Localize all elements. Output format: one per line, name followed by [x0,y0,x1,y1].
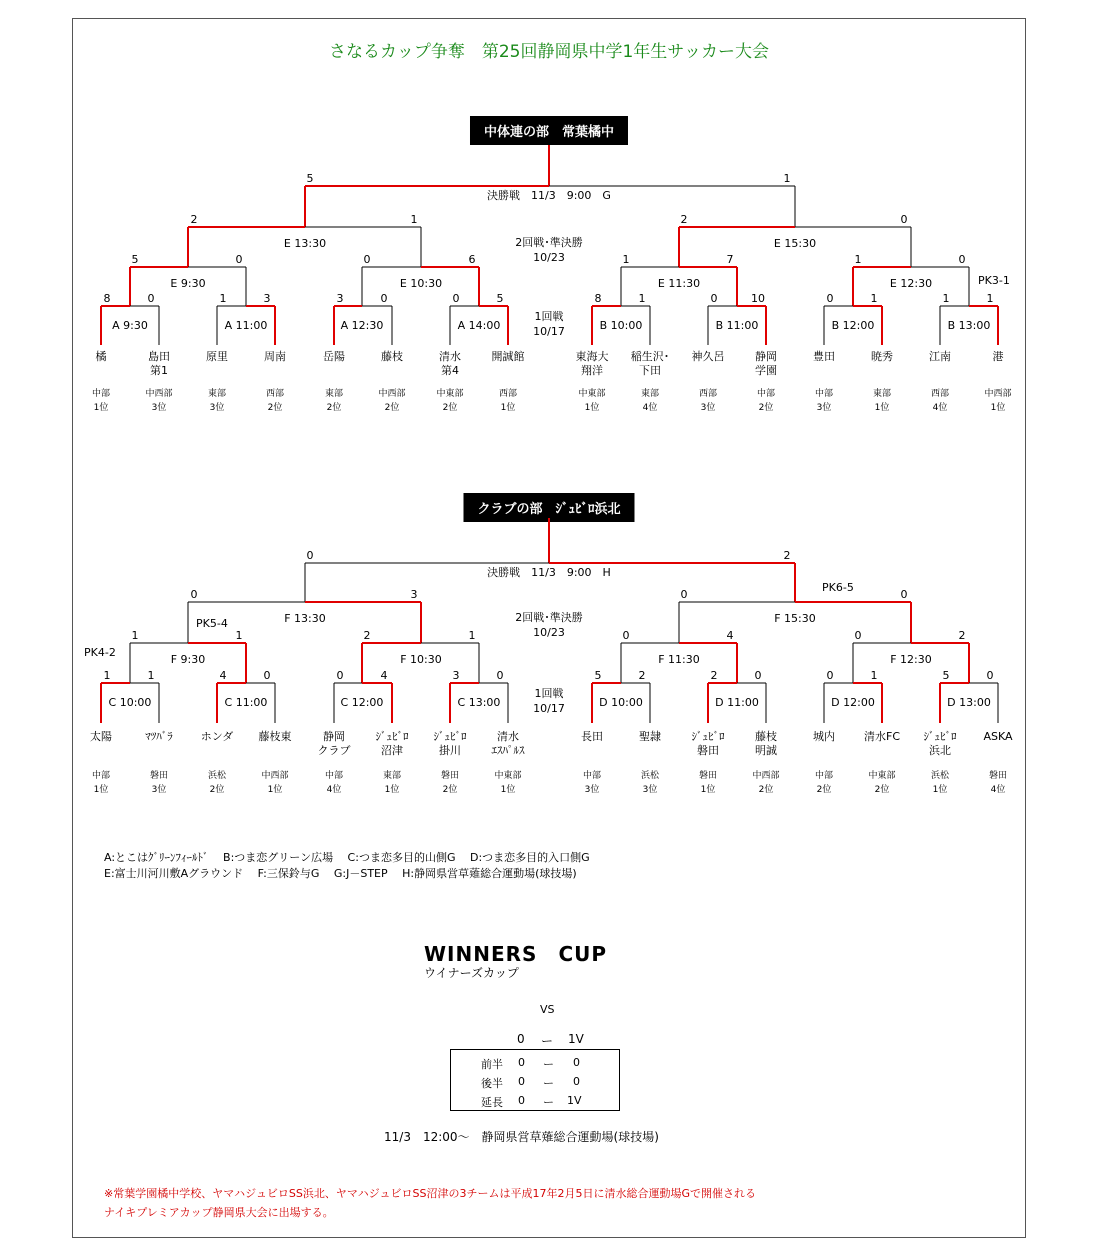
team-name: 静岡 クラブ [317,730,351,757]
team-rank: 2位 [267,403,283,413]
team-name: 聖隷 [639,730,661,743]
team-name: 島田 第1 [148,350,170,377]
final-score-right: 2 [783,549,791,562]
team-rank: 1位 [93,785,109,795]
r2-score: 4 [726,629,734,642]
r2-venue: E 10:30 [399,277,443,290]
semi-score: 1 [410,213,418,226]
team-rank: 1位 [874,403,890,413]
round1-label: 1回戦 [534,687,564,700]
r1-score: 1 [870,292,878,305]
team-region: 東部 [382,771,402,781]
r2-score: 1 [235,629,243,642]
final-label: 決勝戦 11/3 9:00 G [487,189,611,202]
team-rank: 1位 [584,403,600,413]
note-line-1: ※常葉学園橘中学校、ヤマハジュビロSS浜北、ヤマハジュビロSS沼津の3チームは平成17年2月5日に清水総合運動場Gで開催される [104,1187,756,1200]
r1-score: 0 [263,669,271,682]
semi-score: 0 [680,588,688,601]
vs-label: VS [540,1003,555,1016]
semi-score: 2 [190,213,198,226]
r1-score: 0 [754,669,762,682]
venue-legend-line-1: A:とこはｸﾞﾘｰﾝﾌｨｰﾙﾄﾞ B:つま恋グリーン広場 C:つま恋多目的山側G D:つま恋多目的入口側G [104,851,590,864]
period-right: 0 [573,1075,580,1088]
team-name: ｼﾞｭﾋﾞﾛ 沼津 [375,730,409,757]
team-name: 東海大 翔洋 [575,350,609,377]
team-region: 西部 [265,389,285,399]
r1-score: 5 [594,669,602,682]
team-name: 清水FC [863,730,901,743]
r1-score: 2 [710,669,718,682]
team-region: 浜松 [930,771,950,781]
r1-score: 0 [826,292,834,305]
r1-score: 5 [942,669,950,682]
semi-venue: F 13:30 [284,612,326,625]
team-region: 浜松 [640,771,660,781]
final-schedule: 11/3 12:00～ 静岡県営草薙総合運動場(球技場) [384,1130,659,1144]
venue-legend-line-2: E:富士川河川敷Aグラウンド F:三保鈴与G G:J－STEP H:静岡県営草薙総合運動場(球技場) [104,867,577,880]
r1-score: 5 [496,292,504,305]
r2-venue: E 9:30 [170,277,206,290]
r2-score: 2 [363,629,371,642]
r1-score: 1 [103,669,111,682]
final-label: 決勝戦 11/3 9:00 H [487,566,611,579]
r1-venue: B 10:00 [599,319,643,332]
page-title: さなるカップ争奪 第25回静岡県中学1年生サッカー大会 [329,42,769,62]
r1-score: 0 [496,669,504,682]
pk-note: PK4-2 [84,646,116,659]
team-rank: 1位 [93,403,109,413]
winners-cup-title: WINNERS CUP [424,942,608,966]
semi-venue: F 15:30 [774,612,816,625]
r1-venue: A 11:00 [224,319,268,332]
r2-score: 1 [854,253,862,266]
period-left: 0 [518,1056,525,1069]
semi-venue: E 13:30 [283,237,327,250]
r1-venue: D 12:00 [831,696,875,709]
round1-date: 10/17 [533,702,565,715]
team-region: 中西部 [145,389,173,399]
r1-venue: C 11:00 [224,696,268,709]
team-rank: 3位 [151,403,167,413]
team-region: 中西部 [752,771,780,781]
period-right: 0 [573,1056,580,1069]
period-dash: ー [543,1096,554,1109]
r1-score: 10 [751,292,765,305]
r1-score: 0 [336,669,344,682]
team-region: 東部 [640,389,660,399]
team-name: ｼﾞｭﾋﾞﾛ 掛川 [433,730,467,757]
semi-score: 3 [410,588,418,601]
r2-venue: E 12:30 [889,277,933,290]
r2-score: 6 [468,253,476,266]
r2-score: 0 [235,253,243,266]
team-rank: 3位 [151,785,167,795]
team-region: 中部 [814,389,834,399]
round2-date: 10/23 [533,626,565,639]
r1-score: 1 [870,669,878,682]
semi-score: 0 [900,588,908,601]
team-name: ｼﾞｭﾋﾞﾛ 磐田 [691,730,725,757]
round1-label: 1回戦 [534,310,564,323]
team-name: 城内 [813,730,835,743]
r1-score: 3 [452,669,460,682]
period-left: 0 [518,1075,525,1088]
team-rank: 2位 [384,403,400,413]
r2-score: 0 [363,253,371,266]
note-line-2: ナイキプレミアカップ静岡県大会に出場する。 [104,1206,334,1219]
team-name: 港 [992,350,1004,363]
r1-venue: C 13:00 [457,696,501,709]
team-rank: 2位 [816,785,832,795]
r1-venue: B 11:00 [715,319,759,332]
semi-score: 0 [190,588,198,601]
team-name: ASKA [983,730,1013,743]
team-rank: 4位 [326,785,342,795]
team-name: 清水 第4 [439,350,461,377]
period-dash: ー [543,1077,554,1090]
team-name: 清水 ｴｽﾊﾟﾙｽ [491,730,525,757]
team-rank: 3位 [700,403,716,413]
r2-venue: F 11:30 [658,653,700,666]
team-name: 太陽 [90,730,112,743]
pk-note: PK3-1 [978,274,1010,287]
team-region: 中東部 [868,771,896,781]
team-rank: 1位 [500,785,516,795]
team-rank: 2位 [442,785,458,795]
r2-score: 1 [468,629,476,642]
team-name: 藤枝東 [258,730,292,743]
period-label: 延長 [481,1096,503,1109]
r1-score: 1 [638,292,646,305]
r2-score: 7 [726,253,734,266]
r1-score: 1 [986,292,994,305]
r1-venue: D 10:00 [599,696,643,709]
round2-date: 10/23 [533,251,565,264]
team-region: 中部 [91,389,111,399]
r1-venue: C 12:00 [340,696,384,709]
team-region: 西部 [930,389,950,399]
team-rank: 1位 [932,785,948,795]
r1-score: 0 [380,292,388,305]
team-region: 東部 [872,389,892,399]
r1-venue: A 14:00 [457,319,501,332]
team-name: 周南 [264,350,286,363]
team-region: 西部 [498,389,518,399]
team-name: 豊田 [813,350,835,363]
team-name: 橘 [95,350,107,363]
r1-venue: C 10:00 [108,696,152,709]
r1-score: 1 [942,292,950,305]
team-rank: 3位 [209,403,225,413]
period-label: 前半 [481,1058,503,1071]
r2-venue: F 10:30 [400,653,442,666]
team-name: ｼﾞｭﾋﾞﾛ 浜北 [923,730,957,757]
team-rank: 4位 [642,403,658,413]
r1-score: 1 [219,292,227,305]
round1-date: 10/17 [533,325,565,338]
period-score-table [450,1049,620,1111]
r1-score: 0 [826,669,834,682]
r1-score: 4 [219,669,227,682]
team-name: 長田 [581,730,603,743]
team-region: 磐田 [988,771,1008,781]
team-region: 東部 [207,389,227,399]
team-rank: 4位 [932,403,948,413]
r2-venue: E 11:30 [657,277,701,290]
team-rank: 2位 [874,785,890,795]
r1-venue: D 13:00 [947,696,991,709]
semi-venue: E 15:30 [773,237,817,250]
r1-score: 4 [380,669,388,682]
team-region: 浜松 [207,771,227,781]
team-name: 神久呂 [691,350,725,363]
team-rank: 1位 [700,785,716,795]
period-dash: ー [543,1058,554,1071]
r2-score: 5 [131,253,139,266]
bracket-1-header: 中体連の部 常葉橘中 [470,116,628,145]
r1-score: 0 [710,292,718,305]
team-rank: 2位 [758,785,774,795]
team-rank: 2位 [326,403,342,413]
team-name: 江南 [929,350,951,363]
team-region: 磐田 [698,771,718,781]
team-name: 原里 [206,350,228,363]
r2-score: 0 [622,629,630,642]
team-region: 西部 [698,389,718,399]
team-name: 稲生沢･ 下田 [630,350,670,377]
team-name: 岳陽 [323,350,345,363]
team-region: 中東部 [436,389,464,399]
r1-score: 0 [147,292,155,305]
r1-venue: A 12:30 [340,319,384,332]
r2-venue: F 12:30 [890,653,932,666]
team-region: 中西部 [984,389,1012,399]
r1-score: 2 [638,669,646,682]
team-region: 磐田 [149,771,169,781]
team-name: 暁秀 [871,350,893,363]
r1-score: 0 [452,292,460,305]
period-left: 0 [518,1094,525,1107]
semi-score: 2 [680,213,688,226]
team-name: 藤枝 明誠 [755,730,777,757]
period-right: 1V [567,1094,582,1107]
team-region: 中部 [756,389,776,399]
r1-venue: D 11:00 [715,696,759,709]
total-score-left: 0 [517,1032,525,1046]
r1-score: 3 [336,292,344,305]
team-region: 中西部 [378,389,406,399]
total-score-right: 1V [568,1032,584,1046]
r1-score: 8 [103,292,111,305]
team-region: 中東部 [578,389,606,399]
team-name: ﾏﾂﾊﾞﾗ [145,730,173,743]
pk-note: PK5-4 [196,617,228,630]
round2-label: 2回戦･準決勝 [515,236,583,249]
period-label: 後半 [481,1077,503,1090]
final-score-left: 5 [306,172,314,185]
round2-label: 2回戦･準決勝 [515,611,583,624]
r2-score: 0 [854,629,862,642]
team-region: 中部 [814,771,834,781]
team-rank: 3位 [584,785,600,795]
team-region: 磐田 [440,771,460,781]
team-rank: 2位 [758,403,774,413]
r1-score: 1 [147,669,155,682]
team-region: 東部 [324,389,344,399]
r1-score: 3 [263,292,271,305]
team-rank: 4位 [990,785,1006,795]
r1-venue: A 9:30 [112,319,148,332]
team-rank: 1位 [990,403,1006,413]
r2-score: 2 [958,629,966,642]
r2-score: 1 [622,253,630,266]
team-rank: 2位 [442,403,458,413]
r2-venue: F 9:30 [170,653,206,666]
team-name: 開誠館 [491,350,525,363]
r1-venue: B 13:00 [947,319,991,332]
final-score-left: 0 [306,549,314,562]
team-region: 中部 [582,771,602,781]
pk-note: PK6-5 [822,581,854,594]
team-region: 中東部 [494,771,522,781]
team-rank: 1位 [500,403,516,413]
r1-score: 0 [986,669,994,682]
final-score-right: 1 [783,172,791,185]
team-name: 藤枝 [381,350,403,363]
team-name: ホンダ [200,730,234,743]
team-region: 中部 [91,771,111,781]
semi-score: 0 [900,213,908,226]
winners-cup-subtitle: ウイナーズカップ [424,966,519,980]
r1-score: 8 [594,292,602,305]
bracket-2-header: クラブの部 ｼﾞｭﾋﾞﾛ浜北 [463,493,634,522]
team-rank: 1位 [267,785,283,795]
team-rank: 3位 [642,785,658,795]
team-region: 中西部 [261,771,289,781]
team-region: 中部 [324,771,344,781]
team-name: 静岡 学園 [755,350,777,377]
r2-score: 0 [958,253,966,266]
r2-score: 1 [131,629,139,642]
team-rank: 2位 [209,785,225,795]
r1-venue: B 12:00 [831,319,875,332]
team-rank: 1位 [384,785,400,795]
total-score-dash: ー [541,1034,554,1048]
team-rank: 3位 [816,403,832,413]
